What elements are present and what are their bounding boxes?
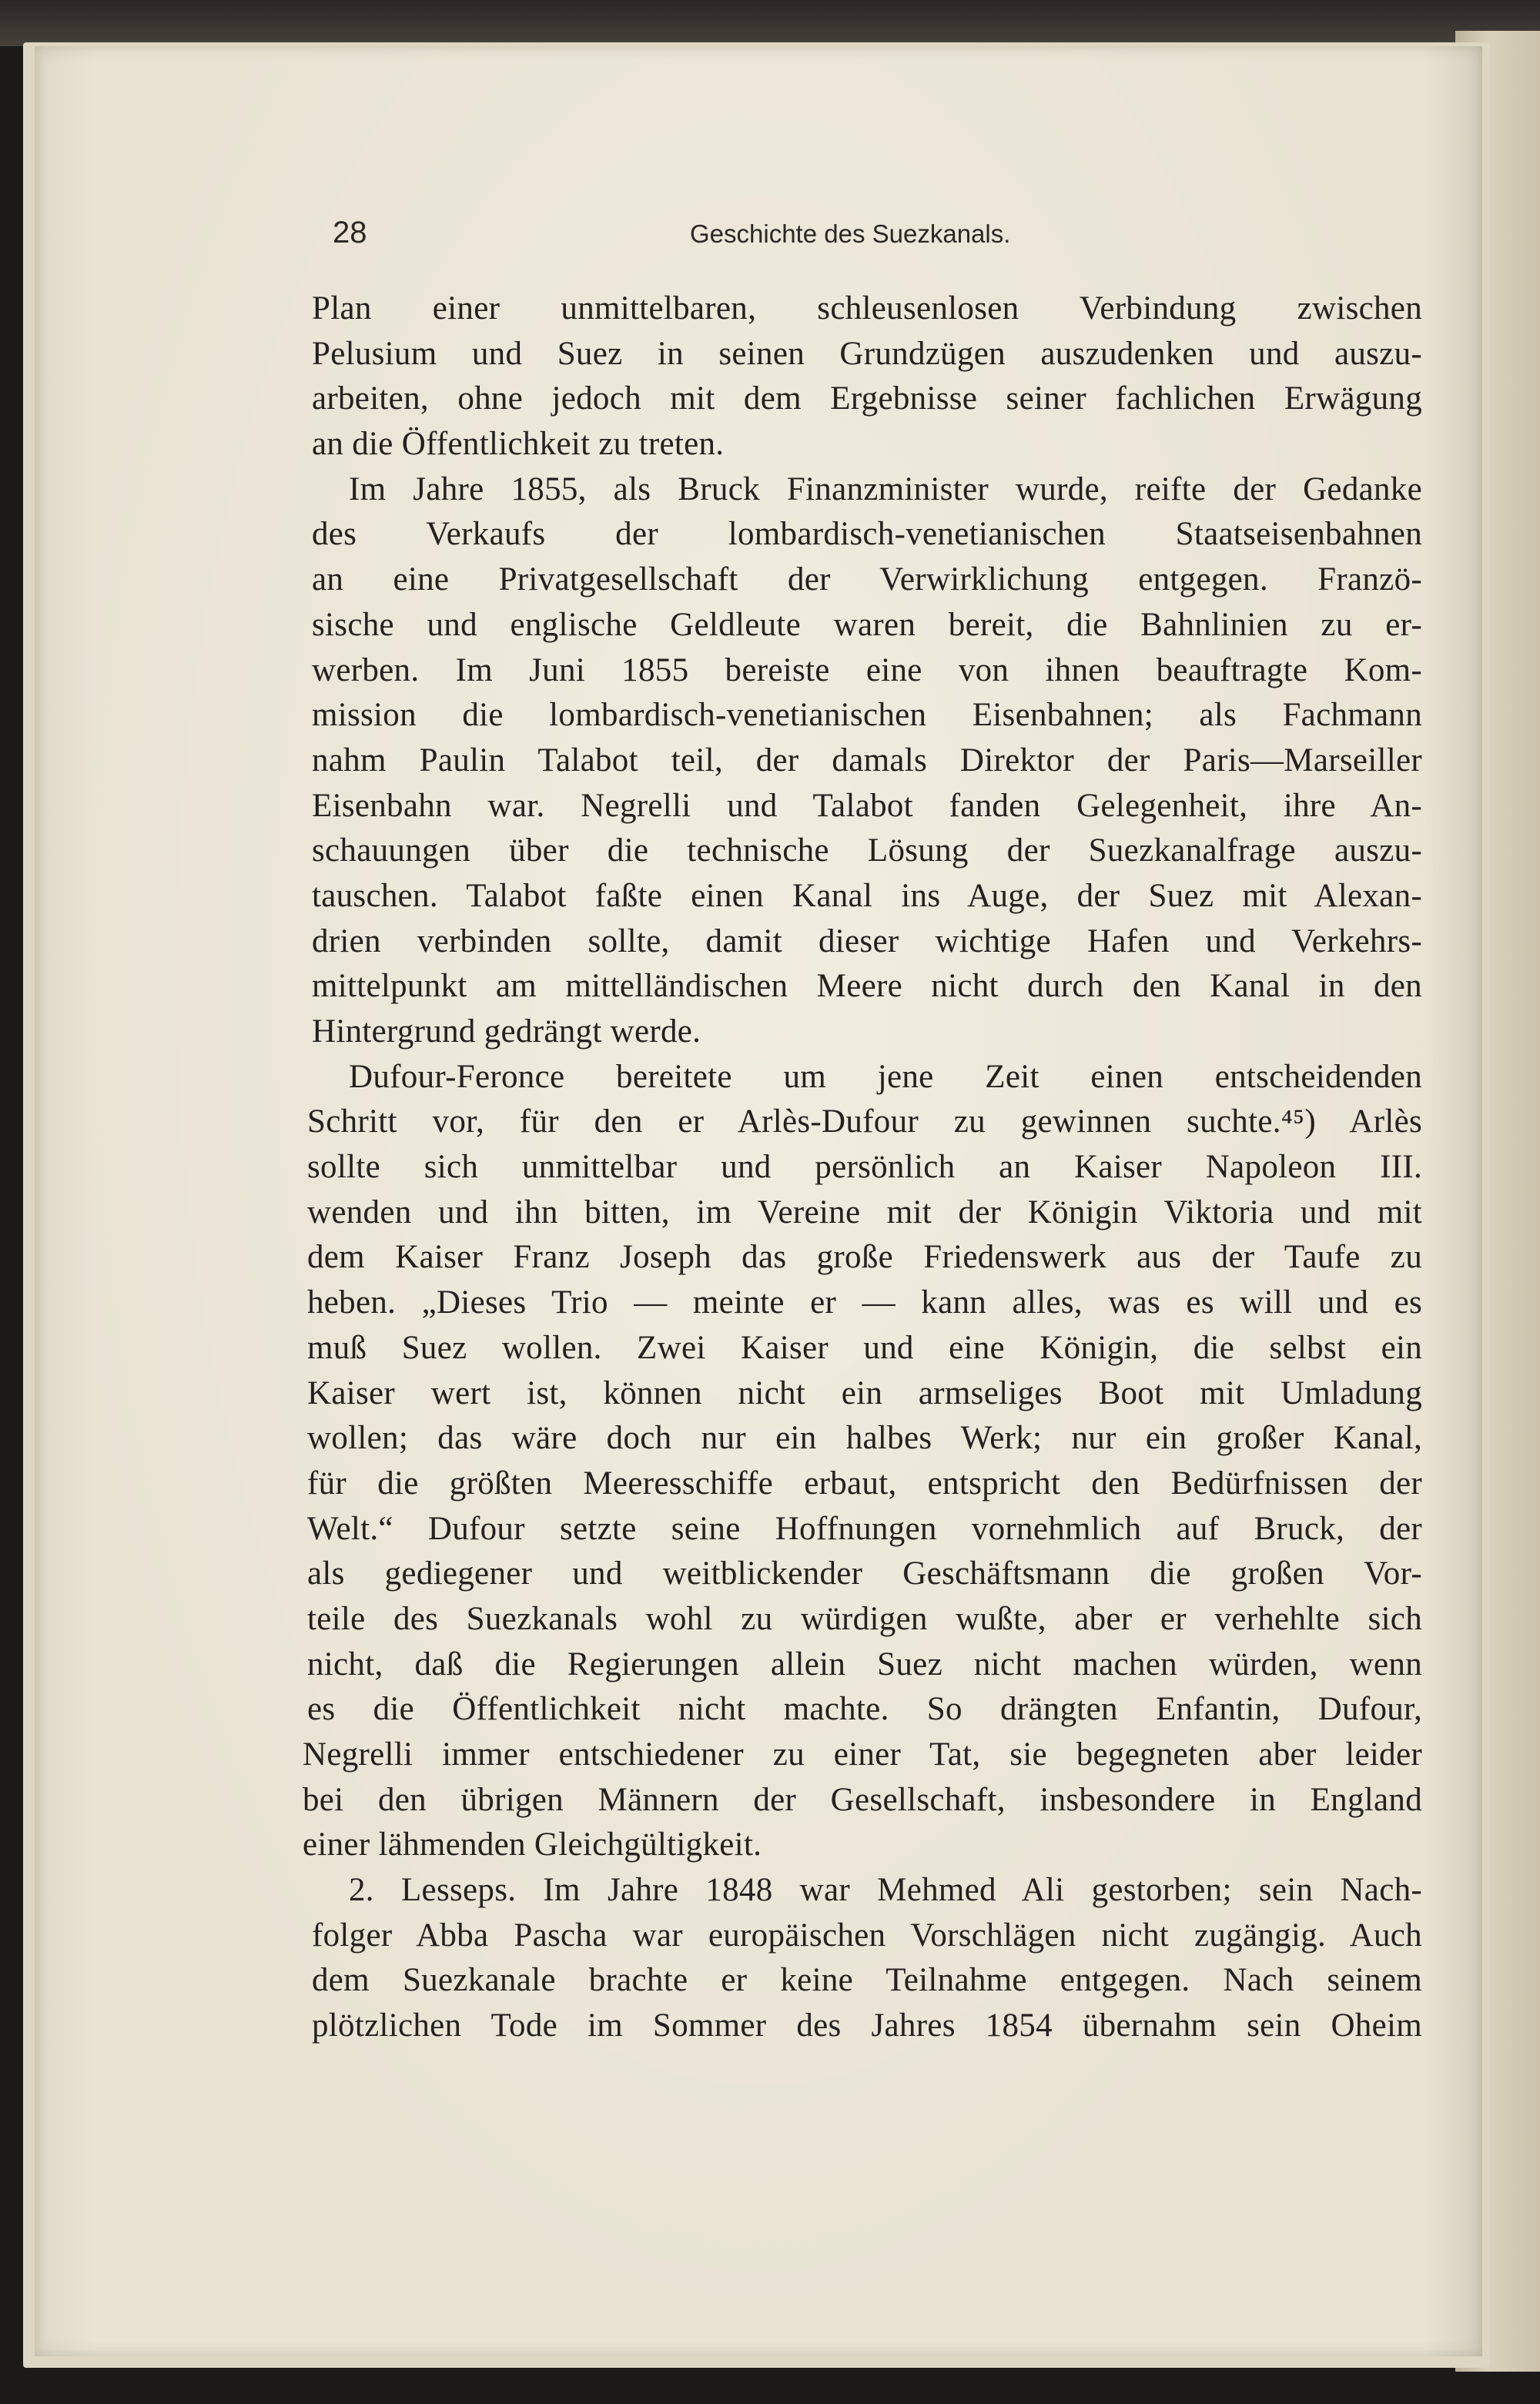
text-line: teile des Suezkanals wohl zu würdigen wußte, aber er verhehlte sich: [307, 1600, 1422, 1637]
text-line: es die Öffentlichkeit nicht machte. So drängten Enfantin, Dufour,: [307, 1691, 1422, 1728]
text-line: des Verkaufs der lombardisch-venetianischen Staatseisenbahnen: [312, 516, 1422, 553]
text-line: Schritt vor, für den er Arlès-Dufour zu gewinnen suchte.⁴⁵) Arlès: [307, 1103, 1422, 1140]
text-line: heben. „Dieses Trio — meinte er — kann alles, was es will und es: [307, 1284, 1422, 1321]
text-line: bei den übrigen Männern der Gesellschaft, insbesondere in England: [303, 1781, 1422, 1818]
text-line: nahm Paulin Talabot teil, der damals Direktor der Paris—Marseiller: [312, 742, 1422, 778]
text-line: muß Suez wollen. Zwei Kaiser und eine Königin, die selbst ein: [307, 1329, 1422, 1366]
text-line: dem Kaiser Franz Joseph das große Friedenswerk aus der Taufe zu: [307, 1239, 1422, 1276]
text-line: Hintergrund gedrängt werde.: [312, 1013, 701, 1050]
page-number: 28: [333, 216, 367, 249]
text-line: schauungen über die technische Lösung der Suezkanalfrage auszu-: [312, 832, 1422, 869]
running-title: Geschichte des Suezkanals.: [690, 219, 1011, 248]
text-line: sische und englische Geldleute waren bereit, die Bahnlinien zu er-: [312, 606, 1422, 643]
text-line: dem Suezkanale brachte er keine Teilnahme entgegen. Nach seinem: [312, 1962, 1422, 1999]
text-line: mittelpunkt am mittelländischen Meere nicht durch den Kanal in den: [312, 968, 1422, 1005]
text-line: mission die lombardisch-venetianischen Eisenbahnen; als Fachmann: [312, 697, 1422, 734]
text-line: wollen; das wäre doch nur ein halbes Werk; nur ein großer Kanal,: [307, 1420, 1422, 1457]
text-line: folger Abba Pascha war europäischen Vorschlägen nicht zugängig. Auch: [312, 1917, 1422, 1954]
text-line: 2. Lesseps. Im Jahre 1848 war Mehmed Ali gestorben; sein Nach-: [349, 1872, 1422, 1909]
text-line: nicht, daß die Regierungen allein Suez nicht machen würden, wenn: [307, 1646, 1422, 1682]
text-line: Negrelli immer entschiedener zu einer Tat, sie begegneten aber leider: [303, 1736, 1422, 1773]
text-line: Pelusium und Suez in seinen Grundzügen auszudenken und auszu-: [312, 335, 1422, 372]
text-line: plötzlichen Tode im Sommer des Jahres 1854 übernahm sein Oheim: [312, 2007, 1422, 2044]
body-text: [303, 286, 1422, 2049]
text-line: tauschen. Talabot faßte einen Kanal ins Auge, der Suez mit Alexan-: [312, 877, 1422, 914]
text-line: arbeiten, ohne jedoch mit dem Ergebnisse seiner fachlichen Erwägung: [312, 380, 1422, 417]
text-line: an eine Privatgesellschaft der Verwirklichung entgegen. Franzö-: [312, 561, 1422, 598]
text-line: an die Öffentlichkeit zu treten.: [312, 426, 725, 463]
text-line: Dufour-Feronce bereitete um jene Zeit einen entscheidenden: [349, 1058, 1422, 1095]
text-line: Kaiser wert ist, können nicht ein armseliges Boot mit Umladung: [307, 1374, 1422, 1411]
scan-background-top: [0, 0, 1540, 46]
text-line: wenden und ihn bitten, im Vereine mit der Königin Viktoria und mit: [307, 1194, 1422, 1230]
text-line: Im Jahre 1855, als Bruck Finanzminister wurde, reifte der Gedanke: [349, 470, 1422, 507]
text-line: einer lähmenden Gleichgültigkeit.: [303, 1826, 762, 1863]
text-line: drien verbinden sollte, damit dieser wichtige Hafen und Verkehrs-: [312, 922, 1422, 959]
running-head: [333, 209, 1418, 256]
text-line: Welt.“ Dufour setzte seine Hoffnungen vornehmlich auf Bruck, der: [307, 1510, 1422, 1547]
text-line: Plan einer unmittelbaren, schleusenlosen Verbindung zwischen: [312, 290, 1422, 326]
text-line: für die größten Meeresschiffe erbaut, entspricht den Bedürfnissen der: [307, 1465, 1422, 1502]
text-line: werben. Im Juni 1855 bereiste eine von ihnen beauftragte Kom-: [312, 651, 1422, 688]
text-line: sollte sich unmittelbar und persönlich an Kaiser Napoleon III.: [307, 1149, 1422, 1186]
text-line: als gediegener und weitblickender Geschäftsmann die großen Vor-: [307, 1555, 1422, 1592]
text-line: Eisenbahn war. Negrelli und Talabot fanden Gelegenheit, ihre An-: [312, 787, 1422, 824]
